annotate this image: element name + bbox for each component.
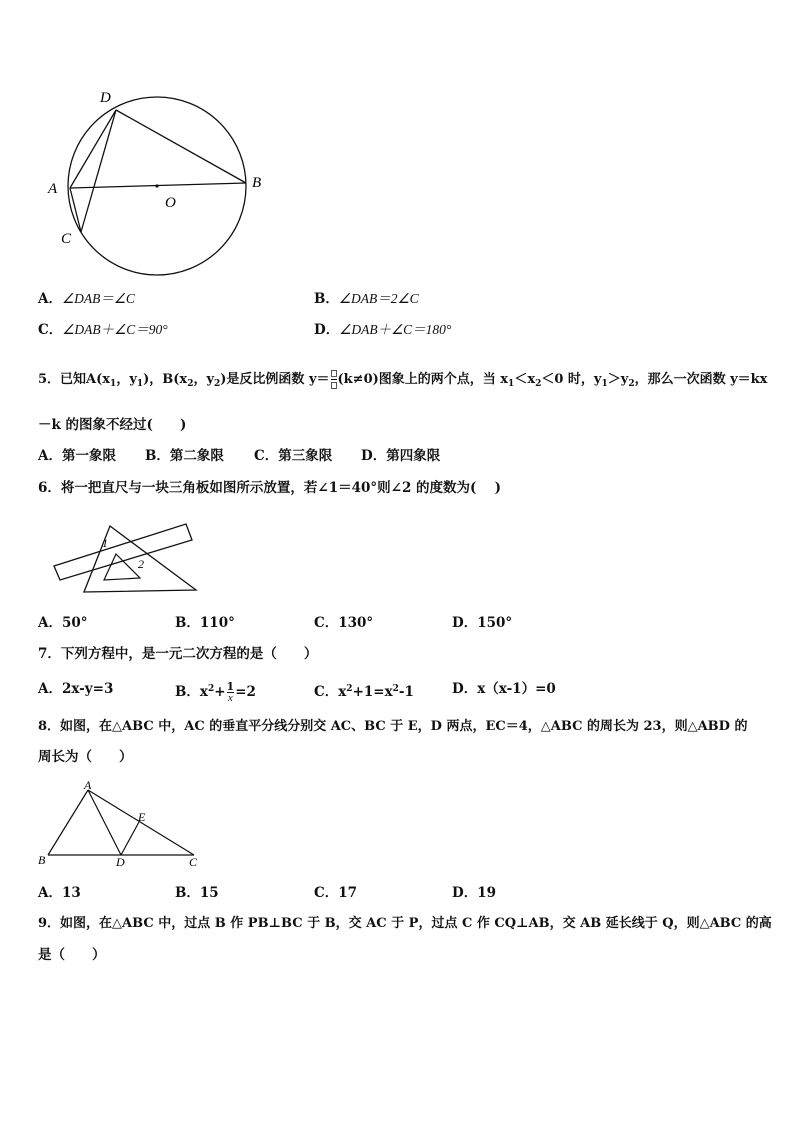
- q4-option-c[interactable]: C．∠DAB＋∠C＝90°: [38, 322, 168, 338]
- label-c: C: [61, 231, 72, 247]
- segment-de: [121, 822, 139, 855]
- q8-stem-line2: 周长为（ ）: [38, 749, 133, 765]
- label-e: E: [138, 810, 146, 824]
- q6-option-c[interactable]: C．130°: [314, 615, 374, 631]
- q8-option-b[interactable]: B．15: [175, 885, 219, 901]
- q7-stem: 7．下列方程中，是一元二次方程的是（ ）: [38, 646, 318, 662]
- label-b: B: [38, 853, 46, 867]
- q4-option-a[interactable]: A．∠DAB＝∠C: [38, 291, 135, 307]
- q7-option-b[interactable]: B．$x^2+$ $\frac{1}{x}$ =2: [175, 680, 256, 704]
- q6-option-b[interactable]: B．110°: [175, 615, 235, 631]
- q5-option-d[interactable]: D．第四象限: [361, 448, 441, 464]
- label-d: D: [116, 855, 125, 869]
- angle-1-label: 1: [102, 536, 108, 550]
- q4-option-d[interactable]: D．∠DAB＋∠C＝180°: [314, 322, 452, 338]
- triangle-abc-figure: [34, 778, 209, 872]
- label-a: A: [84, 778, 92, 792]
- chord-dc: [81, 110, 116, 232]
- q4-option-b[interactable]: B．∠DAB＝2∠C: [314, 291, 419, 307]
- q6-option-a[interactable]: A．50°: [38, 615, 88, 631]
- q6-option-d[interactable]: D．150°: [452, 615, 513, 631]
- q5-option-b[interactable]: B．第二象限: [145, 448, 224, 464]
- angle-2-label: 2: [138, 557, 144, 571]
- q6-stem: 6．将一把直尺与一块三角板如图所示放置，若∠1＝40°则∠2 的度数为( ): [38, 480, 502, 496]
- center-point: [155, 184, 158, 187]
- q5-stem-line2: －k 的图象不经过( ): [38, 417, 187, 433]
- q7-option-d[interactable]: D．x（x-1）=0: [452, 681, 556, 697]
- label-d: D: [100, 90, 111, 106]
- side-ab: [48, 790, 88, 855]
- circle-figure: [40, 82, 280, 282]
- q5-stem-line1: 5．已知$A(x_1$，$y_1$)，$B(x_2$，$y_2$)是反比例函数 y＝ (k≠0)图象上的两个点，当 $x_1<x_2<0$ 时，$y_1>y_2$，那么一次函数 y＝kx: [38, 368, 767, 393]
- chord-db: [116, 110, 246, 183]
- q9-stem-line1: 9．如图，在△ABC 中，过点 B 作 PB⊥BC 于 B，交 AC 于 P，过点 C 作 CQ⊥AB，交 AB 延长线于 Q，则△ABC 的高: [38, 916, 772, 931]
- q5-option-c[interactable]: C．第三象限: [254, 448, 333, 464]
- label-c: C: [189, 855, 198, 869]
- q7-option-a[interactable]: A．2x-y=3: [38, 681, 114, 697]
- placeholder-box-icon: [331, 370, 337, 377]
- k-over-x-fraction: [331, 368, 337, 391]
- ruler-triangle-figure: [48, 520, 208, 602]
- label-o: O: [165, 195, 176, 211]
- label-a: A: [48, 181, 58, 197]
- q8-stem-line1: 8．如图，在△ABC 中，AC 的垂直平分线分别交 AC、BC 于 E，D 两点，EC＝4，△ABC 的周长为 23，则△ABD 的: [38, 719, 748, 734]
- label-b: B: [252, 175, 262, 191]
- q8-option-a[interactable]: A．13: [38, 885, 81, 901]
- q9-stem-line2: 是（ ）: [38, 947, 106, 963]
- q8-option-d[interactable]: D．19: [452, 885, 496, 901]
- q8-option-c[interactable]: C．17: [314, 885, 358, 901]
- q7-option-c[interactable]: C．$x^2+1=x^2-1$: [314, 684, 414, 700]
- chord-da: [70, 110, 116, 188]
- q5-option-a[interactable]: A．第一象限: [38, 448, 116, 464]
- placeholder-box-icon: [331, 382, 337, 389]
